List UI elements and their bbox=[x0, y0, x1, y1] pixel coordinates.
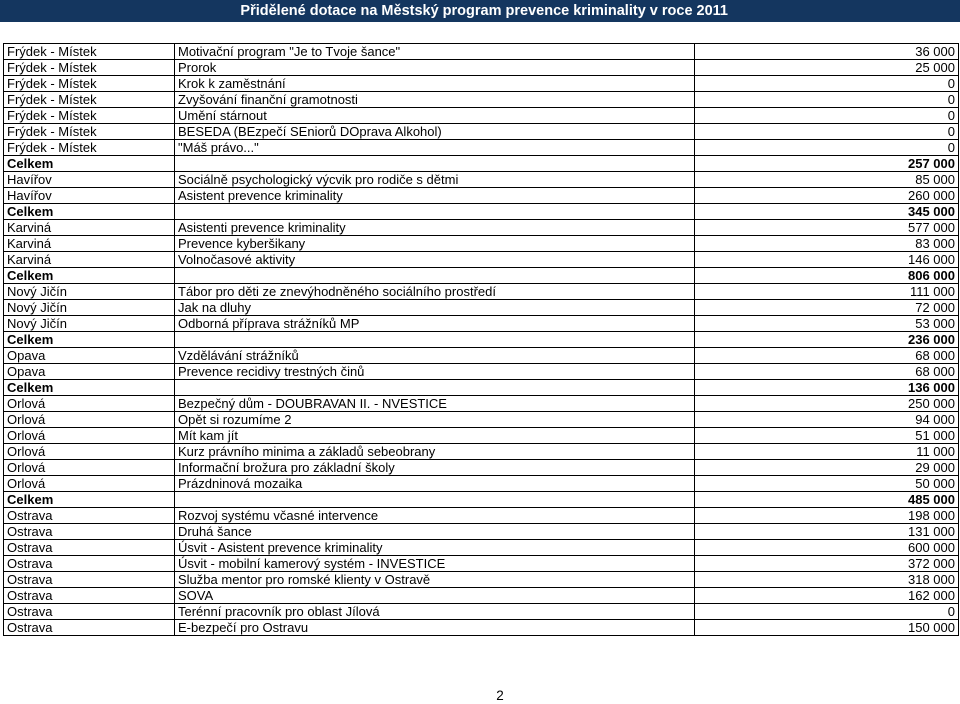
city-cell: Karviná bbox=[4, 236, 175, 252]
table-row bbox=[4, 316, 959, 332]
total-row bbox=[4, 492, 959, 508]
amount-cell: 36 000 bbox=[695, 44, 959, 60]
project-cell: Odborná příprava strážníků MP bbox=[175, 316, 695, 332]
table-row bbox=[4, 604, 959, 620]
city-cell: Ostrava bbox=[4, 604, 175, 620]
city-cell: Ostrava bbox=[4, 556, 175, 572]
amount-cell: 146 000 bbox=[695, 252, 959, 268]
project-cell: Služba mentor pro romské klienty v Ostravě bbox=[175, 572, 695, 588]
city-cell: Celkem bbox=[4, 204, 175, 220]
amount-cell: 11 000 bbox=[695, 444, 959, 460]
amount-cell: 0 bbox=[695, 604, 959, 620]
city-cell: Nový Jičín bbox=[4, 284, 175, 300]
city-cell: Celkem bbox=[4, 268, 175, 284]
table-row bbox=[4, 348, 959, 364]
city-cell: Karviná bbox=[4, 220, 175, 236]
city-cell: Orlová bbox=[4, 396, 175, 412]
amount-cell: 29 000 bbox=[695, 460, 959, 476]
table-row bbox=[4, 620, 959, 636]
city-cell: Frýdek - Místek bbox=[4, 92, 175, 108]
amount-cell: 136 000 bbox=[695, 380, 959, 396]
amount-cell: 577 000 bbox=[695, 220, 959, 236]
project-cell: Jak na dluhy bbox=[175, 300, 695, 316]
project-cell: Vzdělávání strážníků bbox=[175, 348, 695, 364]
project-cell: Prevence kyberšikany bbox=[175, 236, 695, 252]
city-cell: Orlová bbox=[4, 428, 175, 444]
amount-cell: 198 000 bbox=[695, 508, 959, 524]
table-row bbox=[4, 252, 959, 268]
city-cell: Orlová bbox=[4, 412, 175, 428]
project-cell: Umění stárnout bbox=[175, 108, 695, 124]
city-cell: Ostrava bbox=[4, 588, 175, 604]
city-cell: Havířov bbox=[4, 188, 175, 204]
project-cell: Motivační program "Je to Tvoje šance" bbox=[175, 44, 695, 60]
amount-cell: 131 000 bbox=[695, 524, 959, 540]
project-cell bbox=[175, 380, 695, 396]
city-cell: Ostrava bbox=[4, 572, 175, 588]
amount-cell: 257 000 bbox=[695, 156, 959, 172]
city-cell: Celkem bbox=[4, 380, 175, 396]
project-cell bbox=[175, 268, 695, 284]
city-cell: Orlová bbox=[4, 444, 175, 460]
project-cell: E-bezpečí pro Ostravu bbox=[175, 620, 695, 636]
table-row bbox=[4, 124, 959, 140]
table-row bbox=[4, 540, 959, 556]
project-cell: Opět si rozumíme 2 bbox=[175, 412, 695, 428]
amount-cell: 162 000 bbox=[695, 588, 959, 604]
amount-cell: 51 000 bbox=[695, 428, 959, 444]
city-cell: Frýdek - Místek bbox=[4, 76, 175, 92]
amount-cell: 236 000 bbox=[695, 332, 959, 348]
project-cell: Prázdninová mozaika bbox=[175, 476, 695, 492]
city-cell: Ostrava bbox=[4, 540, 175, 556]
table-row bbox=[4, 172, 959, 188]
table-row bbox=[4, 508, 959, 524]
table-row bbox=[4, 412, 959, 428]
amount-cell: 50 000 bbox=[695, 476, 959, 492]
amount-cell: 85 000 bbox=[695, 172, 959, 188]
project-cell: Terénní pracovník pro oblast Jílová bbox=[175, 604, 695, 620]
city-cell: Orlová bbox=[4, 460, 175, 476]
table-row bbox=[4, 476, 959, 492]
table-row bbox=[4, 140, 959, 156]
city-cell: Celkem bbox=[4, 156, 175, 172]
amount-cell: 72 000 bbox=[695, 300, 959, 316]
amount-cell: 53 000 bbox=[695, 316, 959, 332]
amount-cell: 250 000 bbox=[695, 396, 959, 412]
project-cell: Prorok bbox=[175, 60, 695, 76]
amount-cell: 68 000 bbox=[695, 348, 959, 364]
city-cell: Frýdek - Místek bbox=[4, 60, 175, 76]
city-cell: Frýdek - Místek bbox=[4, 44, 175, 60]
page-header bbox=[0, 0, 960, 22]
table-row bbox=[4, 76, 959, 92]
total-row bbox=[4, 332, 959, 348]
amount-cell: 372 000 bbox=[695, 556, 959, 572]
table-row bbox=[4, 444, 959, 460]
table-row bbox=[4, 300, 959, 316]
table-row bbox=[4, 92, 959, 108]
city-cell: Celkem bbox=[4, 492, 175, 508]
table-row bbox=[4, 60, 959, 76]
amount-cell: 94 000 bbox=[695, 412, 959, 428]
city-cell: Frýdek - Místek bbox=[4, 108, 175, 124]
city-cell: Ostrava bbox=[4, 508, 175, 524]
project-cell: Úsvit - mobilní kamerový systém - INVESTICE bbox=[175, 556, 695, 572]
project-cell bbox=[175, 332, 695, 348]
project-cell bbox=[175, 492, 695, 508]
table-row bbox=[4, 284, 959, 300]
project-cell: Krok k zaměstnání bbox=[175, 76, 695, 92]
table-row bbox=[4, 364, 959, 380]
amount-cell: 0 bbox=[695, 76, 959, 92]
project-cell: Volnočasové aktivity bbox=[175, 252, 695, 268]
city-cell: Opava bbox=[4, 364, 175, 380]
page-title: Přidělené dotace na Městský program prevence kriminality v roce 2011 bbox=[240, 3, 728, 19]
table-row bbox=[4, 572, 959, 588]
project-cell: Sociálně psychologický výcvik pro rodiče s dětmi bbox=[175, 172, 695, 188]
table-row bbox=[4, 556, 959, 572]
city-cell: Nový Jičín bbox=[4, 300, 175, 316]
amount-cell: 345 000 bbox=[695, 204, 959, 220]
project-cell: Kurz právního minima a základů sebeobrany bbox=[175, 444, 695, 460]
city-cell: Ostrava bbox=[4, 620, 175, 636]
table-row bbox=[4, 460, 959, 476]
grant-table bbox=[3, 43, 959, 636]
project-cell: Asistent prevence kriminality bbox=[175, 188, 695, 204]
amount-cell: 0 bbox=[695, 124, 959, 140]
project-cell: BESEDA (BEzpečí SEniorů DOprava Alkohol) bbox=[175, 124, 695, 140]
project-cell: Rozvoj systému včasné intervence bbox=[175, 508, 695, 524]
project-cell: Zvyšování finanční gramotnosti bbox=[175, 92, 695, 108]
city-cell: Karviná bbox=[4, 252, 175, 268]
table-row bbox=[4, 44, 959, 60]
amount-cell: 150 000 bbox=[695, 620, 959, 636]
city-cell: Opava bbox=[4, 348, 175, 364]
amount-cell: 485 000 bbox=[695, 492, 959, 508]
project-cell: Asistenti prevence kriminality bbox=[175, 220, 695, 236]
city-cell: Frýdek - Místek bbox=[4, 124, 175, 140]
amount-cell: 0 bbox=[695, 92, 959, 108]
table-row bbox=[4, 188, 959, 204]
amount-cell: 68 000 bbox=[695, 364, 959, 380]
project-cell bbox=[175, 156, 695, 172]
project-cell: Informační brožura pro základní školy bbox=[175, 460, 695, 476]
project-cell: Úsvit - Asistent prevence kriminality bbox=[175, 540, 695, 556]
project-cell: Tábor pro děti ze znevýhodněného sociálního prostředí bbox=[175, 284, 695, 300]
total-row bbox=[4, 204, 959, 220]
amount-cell: 25 000 bbox=[695, 60, 959, 76]
table-row bbox=[4, 428, 959, 444]
total-row bbox=[4, 156, 959, 172]
table-row bbox=[4, 396, 959, 412]
table-row bbox=[4, 108, 959, 124]
amount-cell: 0 bbox=[695, 108, 959, 124]
city-cell: Nový Jičín bbox=[4, 316, 175, 332]
project-cell: Mít kam jít bbox=[175, 428, 695, 444]
table-row bbox=[4, 524, 959, 540]
project-cell: Druhá šance bbox=[175, 524, 695, 540]
project-cell bbox=[175, 204, 695, 220]
project-cell: Prevence recidivy trestných činů bbox=[175, 364, 695, 380]
city-cell: Frýdek - Místek bbox=[4, 140, 175, 156]
page-number: 2 bbox=[496, 688, 504, 703]
project-cell: "Máš právo..." bbox=[175, 140, 695, 156]
total-row bbox=[4, 380, 959, 396]
city-cell: Orlová bbox=[4, 476, 175, 492]
city-cell: Celkem bbox=[4, 332, 175, 348]
amount-cell: 600 000 bbox=[695, 540, 959, 556]
amount-cell: 806 000 bbox=[695, 268, 959, 284]
amount-cell: 111 000 bbox=[695, 284, 959, 300]
total-row bbox=[4, 268, 959, 284]
amount-cell: 260 000 bbox=[695, 188, 959, 204]
amount-cell: 83 000 bbox=[695, 236, 959, 252]
grant-table-body bbox=[4, 44, 959, 636]
table-row bbox=[4, 236, 959, 252]
amount-cell: 318 000 bbox=[695, 572, 959, 588]
table-row bbox=[4, 220, 959, 236]
table-row bbox=[4, 588, 959, 604]
amount-cell: 0 bbox=[695, 140, 959, 156]
city-cell: Havířov bbox=[4, 172, 175, 188]
city-cell: Ostrava bbox=[4, 524, 175, 540]
project-cell: Bezpečný dům - DOUBRAVAN II. - NVESTICE bbox=[175, 396, 695, 412]
project-cell: SOVA bbox=[175, 588, 695, 604]
